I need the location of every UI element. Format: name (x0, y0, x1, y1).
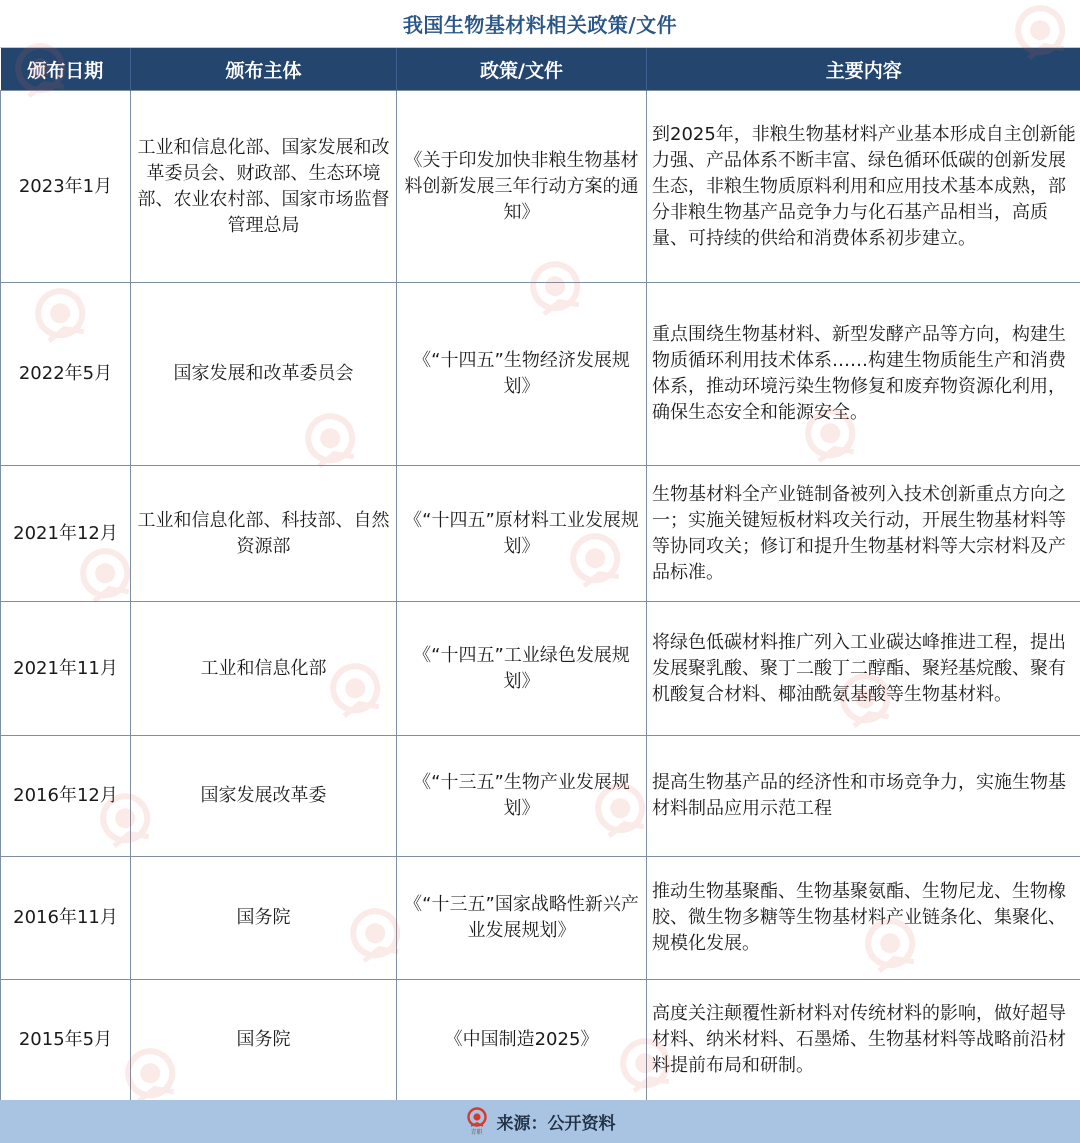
header-content: 主要内容 (647, 48, 1080, 91)
cell-content: 重点围绕生物基材料、新型发酵产品等方向，构建生物质循环利用技术体系……构建生物质能生产和消费体系，推动环境污染生物修复和废弃物资源化利用，确保生态安全和能源安全。 (647, 283, 1080, 466)
table-row (1, 980, 1080, 1101)
cell-content: 将绿色低碳材料推广列入工业碳达峰推进工程，提出发展聚乳酸、聚丁二酸丁二醇酯、聚羟基烷酸、聚有机酸复合材料、椰油酰氨基酸等生物基材料。 (647, 602, 1080, 736)
cell-document: 《“十三五”生物产业发展规划》 (397, 736, 647, 857)
cell-content: 推动生物基聚酯、生物基聚氨酯、生物尼龙、生物橡胶、微生物多糖等生物基材料产业链条化、集聚化、规模化发展。 (647, 857, 1080, 980)
cell-issuer: 国家发展和改革委员会 (131, 283, 397, 466)
cell-issuer: 国家发展改革委 (131, 736, 397, 857)
table-row (1, 91, 1080, 283)
cell-date: 2016年11月 (1, 857, 131, 980)
header-issuer: 颁布主体 (131, 48, 397, 91)
cell-content: 提高生物基产品的经济性和市场竞争力，实施生物基材料制品应用示范工程 (647, 736, 1080, 857)
title-bar (0, 0, 1080, 48)
policy-table (0, 48, 1080, 1101)
header-date: 颁布日期 (1, 48, 131, 91)
cell-date: 2016年12月 (1, 736, 131, 857)
eye-logo-icon (466, 1107, 488, 1129)
header-document: 政策/文件 (397, 48, 647, 91)
cell-date: 2022年5月 (1, 283, 131, 466)
cell-date: 2023年1月 (1, 91, 131, 283)
cell-issuer: 工业和信息化部、国家发展和改革委员会、财政部、生态环境部、农业农村部、国家市场监督管理总局 (131, 91, 397, 283)
cell-document: 《“十三五”国家战略性新兴产业发展规划》 (397, 857, 647, 980)
table-row (1, 857, 1080, 980)
cell-date: 2015年5月 (1, 980, 131, 1101)
cell-issuer: 国务院 (131, 980, 397, 1101)
cell-date: 2021年12月 (1, 466, 131, 602)
source-label: 来源：公开资料 (496, 1114, 616, 1134)
cell-content: 生物基材料全产业链制备被列入技术创新重点方向之一；实施关键短板材料攻关行动，开展生物基材料等等协同攻关；修订和提升生物基材料等大宗材料及产品标准。 (647, 466, 1080, 602)
watchful-eye-logo (465, 1107, 489, 1137)
header-row (1, 48, 1080, 91)
cell-document: 《关于印发加快非粮生物基材料创新发展三年行动方案的通知》 (397, 91, 647, 283)
cell-content: 高度关注颠覆性新材料对传统材料的影响，做好超导材料、纳米材料、石墨烯、生物基材料等战略前沿材料提前布局和研制。 (647, 980, 1080, 1101)
cell-issuer: 工业和信息化部 (131, 602, 397, 736)
cell-document: 《“十四五”工业绿色发展规划》 (397, 602, 647, 736)
cell-issuer: 工业和信息化部、科技部、自然资源部 (131, 466, 397, 602)
cell-document: 《“十四五”生物经济发展规划》 (397, 283, 647, 466)
table-row (1, 466, 1080, 602)
cell-date: 2021年11月 (1, 602, 131, 736)
table-row (1, 602, 1080, 736)
table-row (1, 283, 1080, 466)
table-row (1, 736, 1080, 857)
logo-caption: 青职 (470, 1128, 483, 1136)
cell-content: 到2025年，非粮生物基材料产业基本形成自主创新能力强、产品体系不断丰富、绿色循环低碳的创新发展生态，非粮生物质原料利用和应用技术基本成熟，部分非粮生物基产品竞争力与化石基产品相当，高质量、可持续的供给和消费体系初步建立。 (647, 91, 1080, 283)
cell-issuer: 国务院 (131, 857, 397, 980)
table-title: 我国生物基材料相关政策/文件 (402, 13, 678, 37)
cell-document: 《中国制造2025》 (397, 980, 647, 1101)
source-footer (0, 1100, 1080, 1143)
cell-document: 《“十四五”原材料工业发展规划》 (397, 466, 647, 602)
